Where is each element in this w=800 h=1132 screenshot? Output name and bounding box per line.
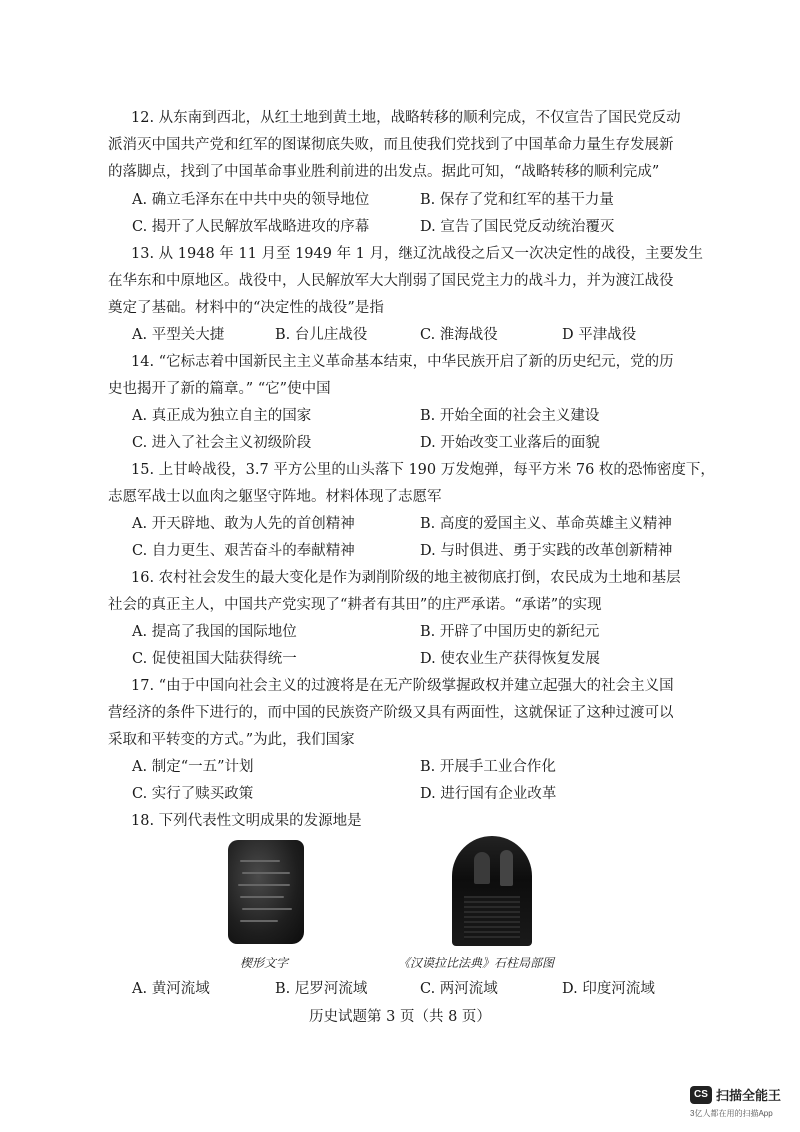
q16-option-c[interactable]: C. 促使祖国大陆获得统一 (132, 651, 297, 667)
q15-stem-line-1: 15. 上甘岭战役，3.7 平方公里的山头落下 190 万发炮弹，每平方米 76 枚的恐怖密度下， (131, 462, 715, 478)
q13-option-c[interactable]: C. 淮海战役 (420, 327, 498, 343)
q17-option-a[interactable]: A. 制定“一五”计划 (132, 759, 254, 775)
q16-stem-line-2: 社会的真正主人，中国共产党实现了“耕者有其田”的庄严承诺。“承诺”的实现 (108, 597, 602, 613)
q14-stem-line-1: 14. “它标志着中国新民主主义革命基本结束，中华民族开启了新的历史纪元，党的历 (131, 354, 674, 370)
q15-option-a[interactable]: A. 开天辟地、敢为人先的首创精神 (132, 516, 355, 532)
q18-option-d[interactable]: D. 印度河流域 (562, 981, 655, 997)
q16-option-b[interactable]: B. 开辟了中国历史的新纪元 (420, 624, 600, 640)
q18-option-b[interactable]: B. 尼罗河流域 (275, 981, 368, 997)
q12-option-a[interactable]: A. 确立毛泽东在中共中央的领导地位 (132, 192, 370, 208)
q14-option-b[interactable]: B. 开始全面的社会主义建设 (420, 408, 600, 424)
q12-option-b[interactable]: B. 保存了党和红军的基干力量 (420, 192, 614, 208)
q13-option-b[interactable]: B. 台儿庄战役 (275, 327, 368, 343)
q15-option-c[interactable]: C. 自力更生、艰苦奋斗的奉献精神 (132, 543, 355, 559)
q15-stem-line-2: 志愿军战士以血肉之躯坚守阵地。材料体现了志愿军 (108, 489, 442, 505)
q14-option-d[interactable]: D. 开始改变工业落后的面貌 (420, 435, 600, 451)
q12-stem-line-1: 12. 从东南到西北，从红土地到黄土地，战略转移的顺利完成，不仅宣告了国民党反动 (131, 110, 681, 126)
q16-option-d[interactable]: D. 使农业生产获得恢复发展 (420, 651, 600, 667)
q17-option-c[interactable]: C. 实行了赎买政策 (132, 786, 254, 802)
page-footer: 历史试题第 3 页（共 8 页） (309, 1009, 491, 1025)
q16-option-a[interactable]: A. 提高了我国的国际地位 (132, 624, 297, 640)
q12-stem-line-2: 派消灭中国共产党和红军的图谋彻底失败，而且使我们党找到了中国革命力量生存发展新 (108, 137, 674, 153)
q17-option-d[interactable]: D. 进行国有企业改革 (420, 786, 557, 802)
q17-option-b[interactable]: B. 开展手工业合作化 (420, 759, 556, 775)
q16-stem-line-1: 16. 农村社会发生的最大变化是作为剥削阶级的地主被彻底打倒，农民成为土地和基层 (131, 570, 681, 586)
q12-option-c[interactable]: C. 揭开了人民解放军战略进攻的序幕 (132, 219, 370, 235)
q15-option-d[interactable]: D. 与时俱进、勇于实践的改革创新精神 (420, 543, 673, 559)
q14-stem-line-2: 史也揭开了新的篇章。” “它”使中国 (108, 381, 331, 397)
q13-stem-line-1: 13. 从 1948 年 11 月至 1949 年 1 月，继辽沈战役之后又一次决定性的战役，主要发生 (131, 246, 704, 262)
watermark-name: 扫描全能王 (716, 1088, 782, 1103)
q17-stem-line-1: 17. “由于中国向社会主义的过渡将是在无产阶级掌握政权并建立起强大的社会主义国 (131, 678, 674, 694)
q13-option-d[interactable]: D 平津战役 (562, 327, 637, 343)
watermark-subtitle: 3亿人都在用的扫描App (690, 1109, 773, 1118)
q18-stem-line-1: 18. 下列代表性文明成果的发源地是 (131, 813, 362, 829)
q13-option-a[interactable]: A. 平型关大捷 (132, 327, 225, 343)
q17-stem-line-3: 采取和平转变的方式。”为此，我们国家 (108, 732, 355, 748)
hammurabi-stele-image (452, 836, 532, 946)
q14-option-c[interactable]: C. 进入了社会主义初级阶段 (132, 435, 312, 451)
q14-option-a[interactable]: A. 真正成为独立自主的国家 (132, 408, 312, 424)
q13-stem-line-2: 在华东和中原地区。战役中，人民解放军大大削弱了国民党主力的战斗力，并为渡江战役 (108, 273, 674, 289)
q12-stem-line-3: 的落脚点，找到了中国革命事业胜利前进的出发点。据此可知，“战略转移的顺利完成” (108, 164, 660, 180)
q18-option-c[interactable]: C. 两河流域 (420, 981, 498, 997)
camscanner-logo-icon: CS (690, 1086, 712, 1104)
q15-option-b[interactable]: B. 高度的爱国主义、革命英雄主义精神 (420, 516, 672, 532)
q13-stem-line-3: 奠定了基础。材料中的“决定性的战役”是指 (108, 300, 384, 316)
q12-option-d[interactable]: D. 宣告了国民党反动统治覆灭 (420, 219, 615, 235)
caption-hammurabi-stele: 《汉谟拉比法典》石柱局部图 (398, 956, 555, 970)
cuneiform-tablet-image (228, 840, 304, 944)
q17-stem-line-2: 营经济的条件下进行的，而中国的民族资产阶级又具有两面性，这就保证了这种过渡可以 (108, 705, 674, 721)
scanner-watermark (690, 1085, 781, 1104)
q18-option-a[interactable]: A. 黄河流域 (132, 981, 210, 997)
caption-cuneiform: 楔形文字 (240, 956, 289, 970)
